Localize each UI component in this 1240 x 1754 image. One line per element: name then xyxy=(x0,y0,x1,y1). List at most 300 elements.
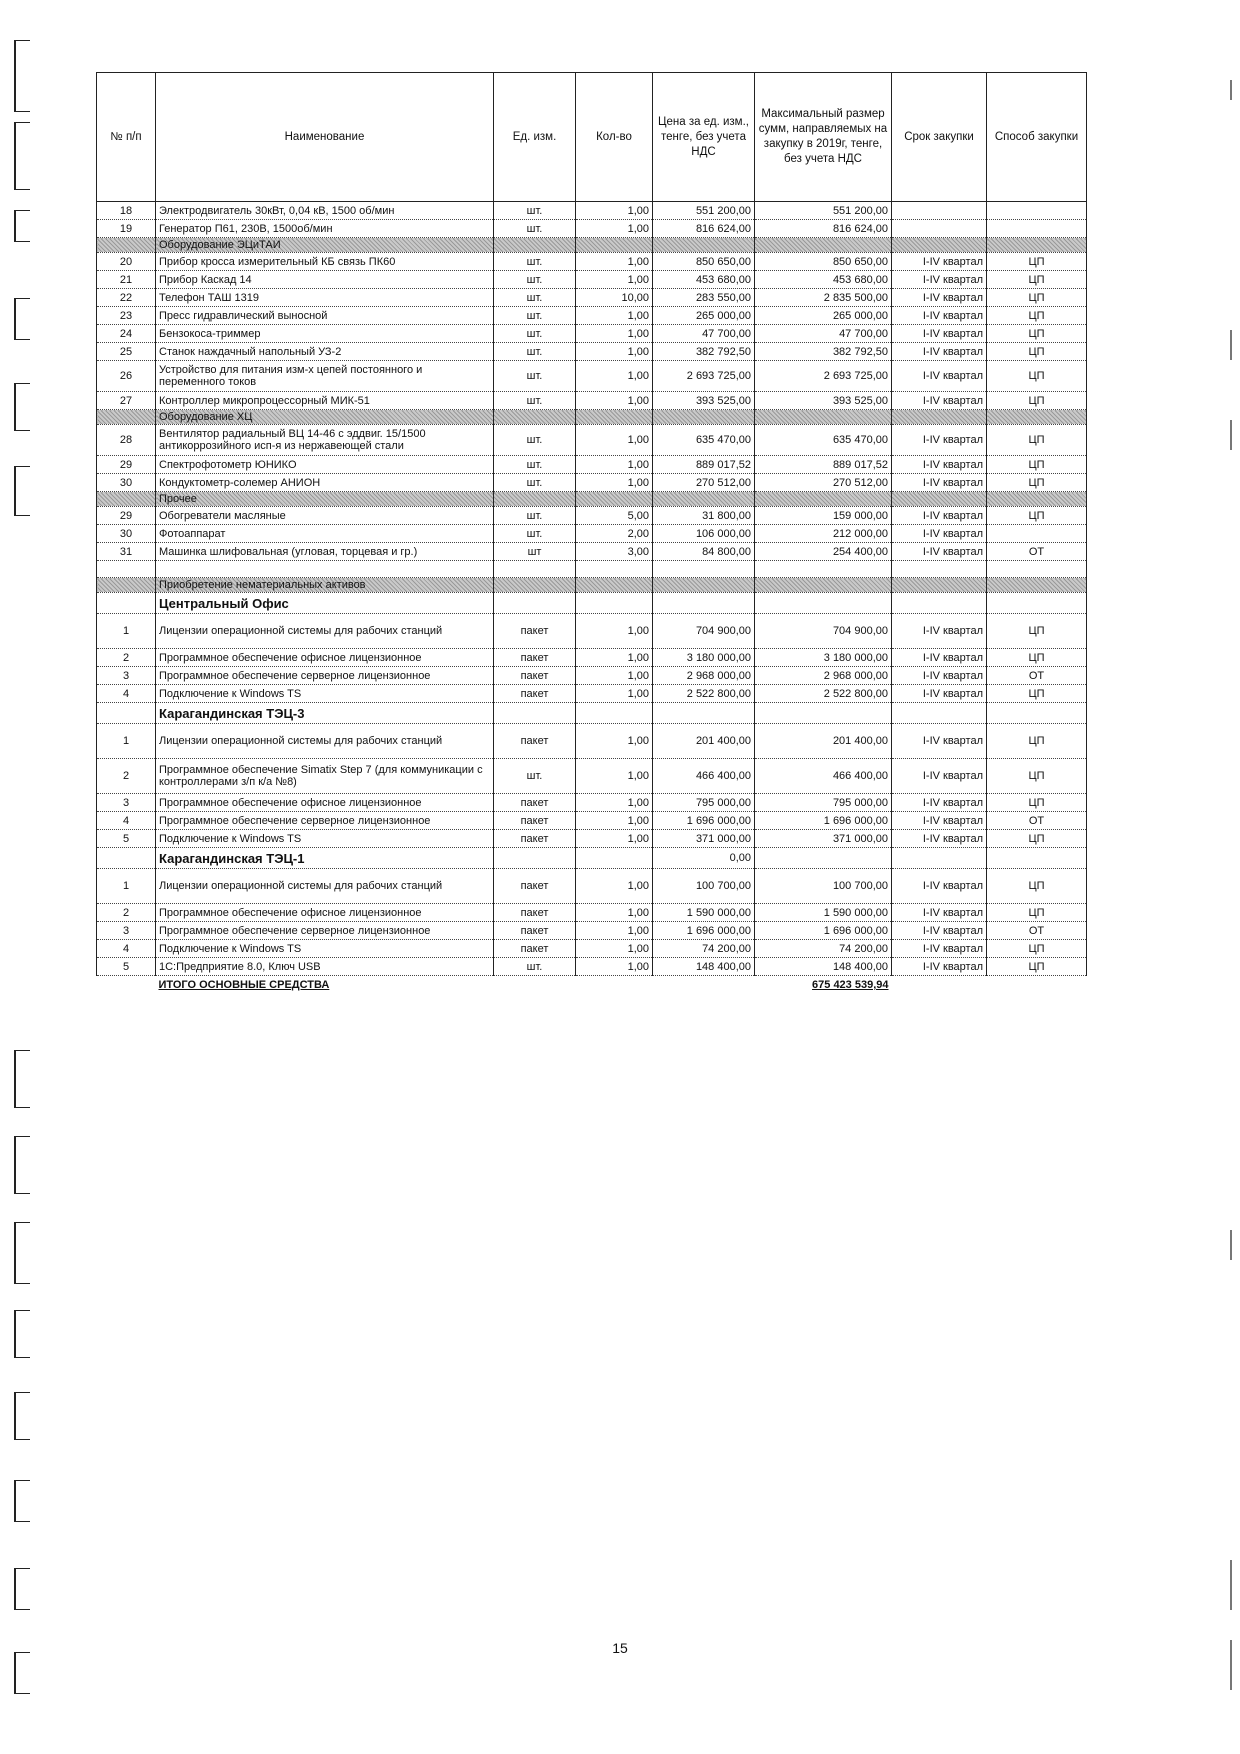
item-price: 889 017,52 xyxy=(653,456,755,474)
table-row xyxy=(97,940,1087,958)
item-max-sum: 850 650,00 xyxy=(755,253,892,271)
item-price: 106 000,00 xyxy=(653,525,755,543)
item-name: Лицензии операционной системы для рабочих станций xyxy=(156,724,494,759)
item-term: I-IV квартал xyxy=(892,724,987,759)
item-max-sum: 47 700,00 xyxy=(755,325,892,343)
empty-cell xyxy=(576,848,653,869)
section-cell xyxy=(892,410,987,425)
item-qty: 1,00 xyxy=(576,253,653,271)
item-qty: 1,00 xyxy=(576,812,653,830)
blank-row xyxy=(97,561,1087,578)
item-price: 795 000,00 xyxy=(653,794,755,812)
row-number: 29 xyxy=(97,507,156,525)
table-row xyxy=(97,614,1087,649)
row-number: 23 xyxy=(97,307,156,325)
table-row xyxy=(97,724,1087,759)
item-qty: 1,00 xyxy=(576,474,653,492)
item-unit: пакет xyxy=(494,724,576,759)
table-row xyxy=(97,361,1087,392)
item-unit: шт. xyxy=(494,325,576,343)
table-row xyxy=(97,922,1087,940)
row-number: 26 xyxy=(97,361,156,392)
item-qty: 1,00 xyxy=(576,830,653,848)
item-method: ЦП xyxy=(987,392,1087,410)
section-row xyxy=(97,410,1087,425)
item-price: 31 800,00 xyxy=(653,507,755,525)
section-cell xyxy=(97,492,156,507)
section-cell xyxy=(576,238,653,253)
item-name: Контроллер микропроцессорный МИК-51 xyxy=(156,392,494,410)
empty-cell xyxy=(987,848,1087,869)
header-qty: Кол-во xyxy=(576,73,653,202)
table-row xyxy=(97,525,1087,543)
table-body xyxy=(97,202,1087,976)
item-name: Бензокоса-триммер xyxy=(156,325,494,343)
item-max-sum: 382 792,50 xyxy=(755,343,892,361)
item-name: Программное обеспечение офисное лицензионное xyxy=(156,794,494,812)
section-cell xyxy=(755,238,892,253)
table-row xyxy=(97,456,1087,474)
section-row xyxy=(97,578,1087,593)
item-term: I-IV квартал xyxy=(892,685,987,703)
item-unit: шт. xyxy=(494,343,576,361)
section-title: Оборудование ХЦ xyxy=(156,410,494,425)
item-name: Лицензии операционной системы для рабочих станций xyxy=(156,614,494,649)
subsection-price: 0,00 xyxy=(653,848,755,869)
item-term: I-IV квартал xyxy=(892,759,987,794)
section-cell xyxy=(987,578,1087,593)
item-unit: шт xyxy=(494,543,576,561)
section-title: Оборудование ЭЦиТАИ xyxy=(156,238,494,253)
item-method: ЦП xyxy=(987,759,1087,794)
item-max-sum: 201 400,00 xyxy=(755,724,892,759)
section-cell xyxy=(987,410,1087,425)
section-cell xyxy=(494,238,576,253)
subsection-price xyxy=(653,593,755,614)
section-cell xyxy=(576,410,653,425)
table-row xyxy=(97,904,1087,922)
item-name: Генератор П61, 230В, 1500об/мин xyxy=(156,220,494,238)
item-price: 74 200,00 xyxy=(653,940,755,958)
item-name: Прибор Каскад 14 xyxy=(156,271,494,289)
empty-cell xyxy=(494,848,576,869)
item-qty: 10,00 xyxy=(576,289,653,307)
item-unit: шт. xyxy=(494,474,576,492)
empty-cell xyxy=(653,561,755,578)
table-row xyxy=(97,507,1087,525)
item-qty: 1,00 xyxy=(576,202,653,220)
item-method xyxy=(987,202,1087,220)
item-max-sum: 466 400,00 xyxy=(755,759,892,794)
item-qty: 2,00 xyxy=(576,525,653,543)
section-cell xyxy=(892,238,987,253)
table-row xyxy=(97,958,1087,976)
item-term: I-IV квартал xyxy=(892,525,987,543)
item-term: I-IV квартал xyxy=(892,507,987,525)
item-term: I-IV квартал xyxy=(892,456,987,474)
item-qty: 1,00 xyxy=(576,685,653,703)
item-max-sum: 2 522 800,00 xyxy=(755,685,892,703)
item-max-sum: 1 696 000,00 xyxy=(755,812,892,830)
item-name: Вентилятор радиальный ВЦ 14-46 с эддвиг. 15/1500 антикоррозийного исп-я из нержавеющей стали xyxy=(156,425,494,456)
empty-cell xyxy=(97,848,156,869)
row-number: 3 xyxy=(97,794,156,812)
item-max-sum: 1 696 000,00 xyxy=(755,922,892,940)
item-max-sum: 816 624,00 xyxy=(755,220,892,238)
item-price: 201 400,00 xyxy=(653,724,755,759)
item-unit: шт. xyxy=(494,202,576,220)
item-qty: 3,00 xyxy=(576,543,653,561)
row-number: 5 xyxy=(97,830,156,848)
item-qty: 1,00 xyxy=(576,220,653,238)
item-price: 2 693 725,00 xyxy=(653,361,755,392)
empty-cell xyxy=(755,703,892,724)
item-max-sum: 254 400,00 xyxy=(755,543,892,561)
item-term: I-IV квартал xyxy=(892,361,987,392)
table-row xyxy=(97,202,1087,220)
item-term: I-IV квартал xyxy=(892,474,987,492)
item-term: I-IV квартал xyxy=(892,794,987,812)
section-row xyxy=(97,492,1087,507)
item-method: ЦП xyxy=(987,794,1087,812)
item-term: I-IV квартал xyxy=(892,425,987,456)
table-row xyxy=(97,343,1087,361)
section-cell xyxy=(755,578,892,593)
item-name: Программное обеспечение офисное лицензионное xyxy=(156,904,494,922)
item-max-sum: 551 200,00 xyxy=(755,202,892,220)
item-unit: пакет xyxy=(494,667,576,685)
table-row xyxy=(97,392,1087,410)
item-max-sum: 3 180 000,00 xyxy=(755,649,892,667)
row-number: 20 xyxy=(97,253,156,271)
header-max-sum: Максимальный размер сумм, направляемых на закупку в 2019г, тенге, без учета НДС xyxy=(755,73,892,202)
item-qty: 1,00 xyxy=(576,958,653,976)
item-method: ЦП xyxy=(987,685,1087,703)
item-price: 265 000,00 xyxy=(653,307,755,325)
row-number: 5 xyxy=(97,958,156,976)
item-unit: пакет xyxy=(494,614,576,649)
procurement-table xyxy=(96,72,1087,994)
item-unit: пакет xyxy=(494,922,576,940)
table-row xyxy=(97,474,1087,492)
section-cell xyxy=(653,578,755,593)
section-cell xyxy=(494,578,576,593)
table-row xyxy=(97,667,1087,685)
item-unit: пакет xyxy=(494,830,576,848)
subsection-row xyxy=(97,593,1087,614)
section-cell xyxy=(755,410,892,425)
row-number: 22 xyxy=(97,289,156,307)
table-header xyxy=(97,73,1087,202)
item-qty: 1,00 xyxy=(576,922,653,940)
item-term: I-IV квартал xyxy=(892,271,987,289)
item-price: 148 400,00 xyxy=(653,958,755,976)
item-price: 453 680,00 xyxy=(653,271,755,289)
row-number: 3 xyxy=(97,922,156,940)
item-method: ЦП xyxy=(987,289,1087,307)
empty-cell xyxy=(576,703,653,724)
row-number: 2 xyxy=(97,904,156,922)
item-unit: шт. xyxy=(494,456,576,474)
item-price: 816 624,00 xyxy=(653,220,755,238)
row-number: 1 xyxy=(97,869,156,904)
item-name: Фотоаппарат xyxy=(156,525,494,543)
table-row xyxy=(97,794,1087,812)
row-number: 28 xyxy=(97,425,156,456)
empty-cell xyxy=(97,561,156,578)
row-number: 2 xyxy=(97,649,156,667)
item-method: ЦП xyxy=(987,425,1087,456)
item-name: Программное обеспечение серверное лицензионное xyxy=(156,922,494,940)
item-method xyxy=(987,525,1087,543)
table-row xyxy=(97,425,1087,456)
item-price: 2 968 000,00 xyxy=(653,667,755,685)
empty-cell xyxy=(494,703,576,724)
item-name: Лицензии операционной системы для рабочих станций xyxy=(156,869,494,904)
table-row xyxy=(97,649,1087,667)
item-name: Программное обеспечение офисное лицензионное xyxy=(156,649,494,667)
item-qty: 1,00 xyxy=(576,794,653,812)
item-method: ЦП xyxy=(987,307,1087,325)
item-term: I-IV квартал xyxy=(892,830,987,848)
item-term: I-IV квартал xyxy=(892,812,987,830)
item-price: 2 522 800,00 xyxy=(653,685,755,703)
item-price: 466 400,00 xyxy=(653,759,755,794)
item-term: I-IV квартал xyxy=(892,667,987,685)
item-method: ЦП xyxy=(987,940,1087,958)
item-unit: шт. xyxy=(494,392,576,410)
item-unit: шт. xyxy=(494,220,576,238)
table-row xyxy=(97,271,1087,289)
item-price: 270 512,00 xyxy=(653,474,755,492)
header-num: № п/п xyxy=(97,73,156,202)
section-title: Приобретение нематериальных активов xyxy=(156,578,494,593)
item-unit: пакет xyxy=(494,794,576,812)
table-row xyxy=(97,830,1087,848)
item-price: 551 200,00 xyxy=(653,202,755,220)
item-qty: 1,00 xyxy=(576,361,653,392)
item-name: Телефон ТАШ 1319 xyxy=(156,289,494,307)
item-price: 635 470,00 xyxy=(653,425,755,456)
table-row xyxy=(97,325,1087,343)
empty-cell xyxy=(576,561,653,578)
total-value: 675 423 539,94 xyxy=(812,979,889,991)
section-cell xyxy=(97,410,156,425)
item-qty: 1,00 xyxy=(576,425,653,456)
item-max-sum: 1 590 000,00 xyxy=(755,904,892,922)
item-method: ЦП xyxy=(987,361,1087,392)
item-unit: шт. xyxy=(494,759,576,794)
item-price: 1 696 000,00 xyxy=(653,922,755,940)
item-term: I-IV квартал xyxy=(892,543,987,561)
row-number: 4 xyxy=(97,940,156,958)
row-number: 30 xyxy=(97,474,156,492)
item-price: 704 900,00 xyxy=(653,614,755,649)
row-number: 27 xyxy=(97,392,156,410)
empty-cell xyxy=(892,593,987,614)
item-unit: пакет xyxy=(494,812,576,830)
item-max-sum: 100 700,00 xyxy=(755,869,892,904)
item-name: Подключение к Windows TS xyxy=(156,685,494,703)
item-term: I-IV квартал xyxy=(892,614,987,649)
empty-cell xyxy=(97,593,156,614)
item-name: Обогреватели масляные xyxy=(156,507,494,525)
table-row xyxy=(97,869,1087,904)
subsection-price xyxy=(653,703,755,724)
row-number: 19 xyxy=(97,220,156,238)
item-method: ЦП xyxy=(987,456,1087,474)
page-number: 15 xyxy=(612,1640,628,1656)
item-qty: 1,00 xyxy=(576,456,653,474)
row-number: 1 xyxy=(97,614,156,649)
header-name: Наименование xyxy=(156,73,494,202)
header-price: Цена за ед. изм., тенге, без учета НДС xyxy=(653,73,755,202)
section-cell xyxy=(987,492,1087,507)
item-term: I-IV квартал xyxy=(892,940,987,958)
item-method: ЦП xyxy=(987,253,1087,271)
item-unit: пакет xyxy=(494,940,576,958)
subsection-title: Карагандинская ТЭЦ-3 xyxy=(156,703,494,724)
item-term: I-IV квартал xyxy=(892,904,987,922)
row-number: 21 xyxy=(97,271,156,289)
item-price: 3 180 000,00 xyxy=(653,649,755,667)
item-term: I-IV квартал xyxy=(892,289,987,307)
item-max-sum: 2 968 000,00 xyxy=(755,667,892,685)
empty-cell xyxy=(892,848,987,869)
item-qty: 1,00 xyxy=(576,759,653,794)
empty-cell xyxy=(987,703,1087,724)
section-cell xyxy=(97,578,156,593)
item-qty: 1,00 xyxy=(576,271,653,289)
item-qty: 1,00 xyxy=(576,614,653,649)
item-max-sum: 2 835 500,00 xyxy=(755,289,892,307)
empty-cell xyxy=(97,703,156,724)
section-cell xyxy=(653,410,755,425)
item-max-sum: 74 200,00 xyxy=(755,940,892,958)
total-row xyxy=(97,976,1087,995)
item-unit: шт. xyxy=(494,958,576,976)
item-term: I-IV квартал xyxy=(892,307,987,325)
scan-margin-right xyxy=(1200,0,1240,1754)
item-name: 1С:Предприятие 8.0, Ключ USB xyxy=(156,958,494,976)
table-row xyxy=(97,543,1087,561)
item-method: ЦП xyxy=(987,614,1087,649)
subsection-title: Карагандинская ТЭЦ-1 xyxy=(156,848,494,869)
item-method: ОТ xyxy=(987,812,1087,830)
item-max-sum: 2 693 725,00 xyxy=(755,361,892,392)
item-name: Электродвигатель 30кВт, 0,04 кВ, 1500 об/мин xyxy=(156,202,494,220)
item-unit: шт. xyxy=(494,253,576,271)
item-term xyxy=(892,202,987,220)
item-name: Спектрофотометр ЮНИКО xyxy=(156,456,494,474)
item-term: I-IV квартал xyxy=(892,392,987,410)
empty-cell xyxy=(494,593,576,614)
row-number: 4 xyxy=(97,812,156,830)
item-name: Устройство для питания изм-х цепей постоянного и переменного токов xyxy=(156,361,494,392)
item-max-sum: 265 000,00 xyxy=(755,307,892,325)
item-price: 283 550,00 xyxy=(653,289,755,307)
empty-cell xyxy=(892,561,987,578)
item-max-sum: 889 017,52 xyxy=(755,456,892,474)
row-number: 31 xyxy=(97,543,156,561)
item-unit: шт. xyxy=(494,271,576,289)
item-name: Программное обеспечение серверное лицензионное xyxy=(156,667,494,685)
item-qty: 1,00 xyxy=(576,325,653,343)
item-qty: 1,00 xyxy=(576,343,653,361)
table-row xyxy=(97,759,1087,794)
item-method: ЦП xyxy=(987,343,1087,361)
row-number: 29 xyxy=(97,456,156,474)
item-method: ЦП xyxy=(987,507,1087,525)
item-unit: пакет xyxy=(494,685,576,703)
section-cell xyxy=(97,238,156,253)
empty-cell xyxy=(987,593,1087,614)
item-price: 393 525,00 xyxy=(653,392,755,410)
section-title: Прочее xyxy=(156,492,494,507)
item-method: ОТ xyxy=(987,543,1087,561)
item-price: 1 696 000,00 xyxy=(653,812,755,830)
item-unit: пакет xyxy=(494,869,576,904)
item-name: Станок наждачный напольный УЗ-2 xyxy=(156,343,494,361)
item-name: Программное обеспечение серверное лицензионное xyxy=(156,812,494,830)
item-max-sum: 393 525,00 xyxy=(755,392,892,410)
empty-cell xyxy=(755,593,892,614)
subsection-row xyxy=(97,848,1087,869)
item-term: I-IV квартал xyxy=(892,253,987,271)
item-name: Кондуктометр-солемер АНИОН xyxy=(156,474,494,492)
item-unit: пакет xyxy=(494,649,576,667)
header-method: Способ закупки xyxy=(987,73,1087,202)
subsection-title: Центральный Офис xyxy=(156,593,494,614)
item-term: I-IV квартал xyxy=(892,343,987,361)
table-row xyxy=(97,220,1087,238)
header-unit: Ед. изм. xyxy=(494,73,576,202)
item-qty: 1,00 xyxy=(576,724,653,759)
section-row xyxy=(97,238,1087,253)
item-unit: пакет xyxy=(494,904,576,922)
section-cell xyxy=(755,492,892,507)
total-label: ИТОГО ОСНОВНЫЕ СРЕДСТВА xyxy=(158,979,330,991)
empty-cell xyxy=(987,561,1087,578)
row-number: 4 xyxy=(97,685,156,703)
item-unit: шт. xyxy=(494,307,576,325)
row-number: 24 xyxy=(97,325,156,343)
item-term: I-IV квартал xyxy=(892,869,987,904)
section-cell xyxy=(653,238,755,253)
item-price: 47 700,00 xyxy=(653,325,755,343)
item-max-sum: 795 000,00 xyxy=(755,794,892,812)
item-method: ОТ xyxy=(987,667,1087,685)
subsection-row xyxy=(97,703,1087,724)
item-qty: 1,00 xyxy=(576,869,653,904)
item-method: ЦП xyxy=(987,830,1087,848)
empty-cell xyxy=(156,561,494,578)
row-number: 30 xyxy=(97,525,156,543)
item-name: Программное обеспечение Simatix Step 7 (для коммуникации с контроллерами з/п к/а №8) xyxy=(156,759,494,794)
item-price: 84 800,00 xyxy=(653,543,755,561)
row-number: 1 xyxy=(97,724,156,759)
item-qty: 5,00 xyxy=(576,507,653,525)
section-cell xyxy=(576,492,653,507)
item-method xyxy=(987,220,1087,238)
item-unit: шт. xyxy=(494,425,576,456)
item-name: Машинка шлифовальная (угловая, торцевая и гр.) xyxy=(156,543,494,561)
item-qty: 1,00 xyxy=(576,940,653,958)
item-term: I-IV квартал xyxy=(892,922,987,940)
row-number: 18 xyxy=(97,202,156,220)
section-cell xyxy=(494,492,576,507)
item-qty: 1,00 xyxy=(576,307,653,325)
